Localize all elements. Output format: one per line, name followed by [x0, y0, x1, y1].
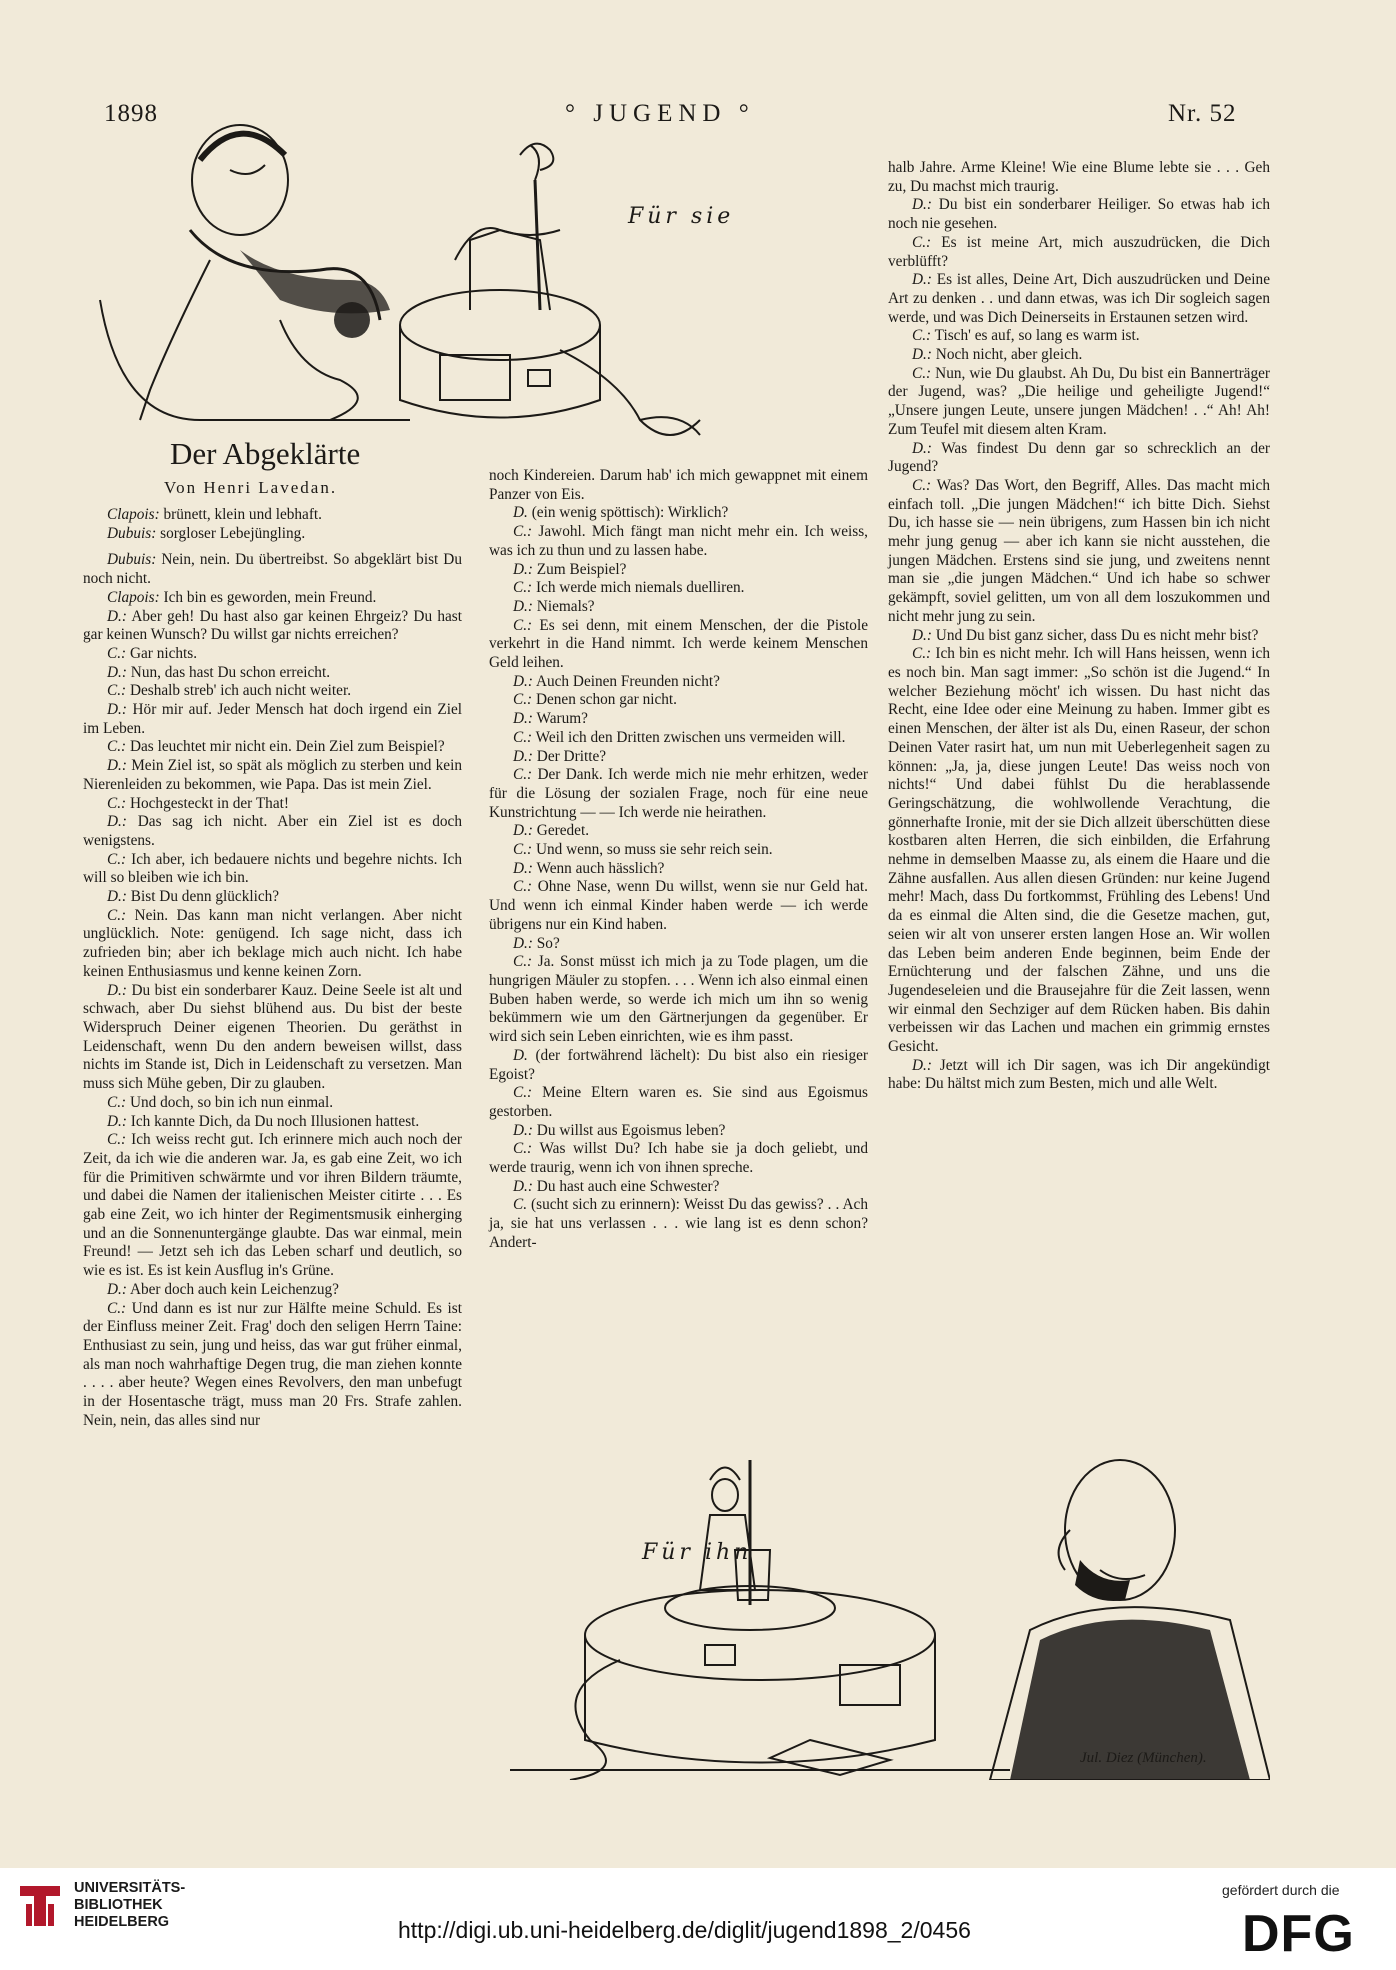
speaker-label: D.: — [107, 981, 127, 999]
dialogue-text: noch Kindereien. Darum hab' ich mich gewappnet mit einem Panzer von Eis. — [489, 467, 868, 503]
dialogue-text: Es sei denn, mit einem Menschen, der die Pistole verkehrt in die Hand nimmt. Ich werde keinem Menschen Geld leihen. — [489, 616, 868, 672]
dialogue-paragraph — [489, 860, 868, 879]
speaker-label: C. — [513, 1196, 528, 1214]
speaker-label: C.: — [107, 906, 127, 924]
dialogue-text: halb Jahre. Arme Kleine! Wie eine Blume lebte sie . . . Geh zu, Du machst mich traurig. — [888, 159, 1270, 195]
dialogue-paragraph — [83, 1300, 462, 1431]
speaker-label: C.: — [107, 1299, 127, 1317]
speaker-label: D.: — [107, 813, 127, 831]
dialogue-paragraph — [489, 822, 868, 841]
dialogue-text: Du bist ein sonderbarer Heiliger. So etwas hab ich noch nie gesehen. — [888, 196, 1270, 233]
dialogue-text: Und dann es ist nur zur Hälfte meine Schuld. Es ist der Einfluss meiner Zeit. Frag' doch den seligen Herrn Taine: Enthusiast zu sein, jung und heiss, das war gut früher einmal, als man noch wahrhaftige Degen trug, die man ziehen konnte . . . . aber heute? Wegen eines Revolvers, den man unbefugt in der Hosentasche trägt, muss man 20 Frs. Strafe zahlen. Nein, nein, das alles sind nur — [83, 1299, 462, 1429]
speaker-label: C.: — [513, 766, 533, 784]
dialogue-text: Jawohl. Mich fängt man nicht mehr ein. Ich weiss, was ich zu thun und zu lassen habe. — [489, 523, 868, 559]
speaker-label: C.: — [107, 850, 127, 868]
illustration-for-him — [510, 1440, 1270, 1780]
speaker-label: D.: — [912, 271, 932, 289]
dialogue-paragraph — [489, 729, 868, 748]
header-title: ° JUGEND ° — [565, 100, 755, 127]
speaker-label: D.: — [513, 597, 533, 615]
dialogue-paragraph — [888, 365, 1270, 440]
caption-for-her: Für sie — [628, 204, 735, 229]
dialogue-paragraph — [83, 851, 462, 888]
dialogue-text: Gar nichts. — [126, 644, 198, 662]
dialogue-text: Was findest Du denn gar so schrecklich an der Jugend? — [888, 439, 1270, 476]
dialogue-body-3 — [888, 159, 1270, 1094]
speaker-label: D.: — [912, 196, 932, 214]
speaker-label: D.: — [107, 1280, 127, 1298]
speaker-label: D.: — [912, 626, 932, 644]
dialogue-paragraph — [83, 757, 462, 794]
dialogue-paragraph — [83, 1281, 462, 1300]
dialogue-paragraph — [83, 664, 462, 683]
speaker-label: D.: — [513, 560, 533, 578]
dialogue-paragraph — [83, 813, 462, 850]
speaker-label: C.: — [107, 794, 127, 812]
dialogue-text: Nun, wie Du glaubst. Ah Du, Du bist ein Bannerträger der Jugend, was? „Die heilige und geheiligte Jugend!“ „Unsere jungen Leute, unsere jungen Mädchen! . .“ Ah! Ah! Zum Teufel mit diesem alten Kram. — [888, 364, 1270, 438]
speaker-label: C.: — [107, 644, 127, 662]
dialogue-paragraph — [888, 346, 1270, 365]
text-column-3 — [888, 159, 1270, 1094]
speaker-label: C.: — [513, 616, 533, 634]
dialogue-text: Mein Ziel ist, so spät als möglich zu sterben und kein Nierenleiden zu bekommen, wie Papa. Das ist mein Ziel. — [83, 757, 462, 793]
story-author: Von Henri Lavedan. — [164, 478, 338, 497]
speaker-label: C.: — [513, 878, 533, 896]
dialogue-text: Nein, nein. Du übertreibst. So abgeklärt bist Du noch nicht. — [83, 551, 462, 588]
speaker-label: C.: — [912, 476, 932, 494]
speaker-label: D.: — [107, 701, 127, 719]
dialogue-paragraph — [489, 691, 868, 710]
dialogue-text: Was willst Du? Ich habe sie ja doch geliebt, und werde traurig, wenn ich von ihnen spreche. — [489, 1140, 868, 1177]
dialogue-text: Ohne Nase, wenn Du willst, wenn sie nur Geld hat. Und wenn ich einmal Kinder haben werde — ich werde übrigens nur ein Kind haben. — [489, 878, 868, 933]
dfg-logo: DFG — [1242, 1905, 1355, 1963]
dialogue-paragraph — [888, 627, 1270, 646]
dialogue-text: Noch nicht, aber gleich. — [931, 346, 1083, 364]
dialogue-paragraph — [489, 673, 868, 692]
speaker-label: C.: — [107, 1131, 127, 1149]
dialogue-text: Das leuchtet mir nicht ein. Dein Ziel zum Beispiel? — [126, 738, 445, 756]
dialogue-text: Denen schon gar nicht. — [532, 691, 677, 709]
university-library-logo-icon — [16, 1882, 64, 1930]
dialogue-paragraph — [888, 327, 1270, 346]
speaker-label: D.: — [107, 888, 127, 906]
speaker-label: Clapois: — [107, 588, 160, 606]
speaker-label: C.: — [513, 953, 533, 971]
speaker-label: C.: — [513, 523, 533, 541]
dialogue-paragraph — [489, 467, 868, 504]
dialogue-paragraph — [489, 617, 868, 673]
dialogue-paragraph — [83, 982, 462, 1094]
dialogue-paragraph — [489, 748, 868, 767]
speaker-label: D.: — [513, 859, 533, 877]
dialogue-paragraph — [83, 1113, 462, 1132]
speaker-label: C.: — [513, 691, 533, 709]
speaker-label: C.: — [912, 327, 932, 345]
speaker-label: C.: — [107, 1093, 127, 1111]
dialogue-paragraph — [489, 523, 868, 560]
dialogue-text: (sucht sich zu erinnern): Weisst Du das gewiss? . . Ach ja, sie hat uns verlassen . . . wie lang ist es denn schon? Andert- — [489, 1196, 868, 1251]
cast-line: Dubuis: sorgloser Lebejüngling. — [107, 524, 306, 542]
dialogue-text: Geredet. — [532, 822, 590, 840]
dialogue-text: Niemals? — [532, 597, 595, 615]
speaker-label: D. — [513, 504, 528, 522]
dialogue-body-2 — [489, 467, 868, 1253]
dialogue-paragraph — [489, 766, 868, 822]
dialogue-text: Hör mir auf. Jeder Mensch hat doch irgend ein Ziel im Leben. — [83, 701, 462, 737]
dialogue-text: Du bist ein sonderbarer Kauz. Deine Seele ist alt und schwach, aber Du siehst blühend aus. Du bist der beste Widerspruch Deiner eigenen Theorien. Du geräthst in Leidenschaft, wenn Du den andern beweisen willst, dass nichts im Stande ist, Dich in Leidenschaft zu versetzen. Man muss sich Mühe geben, Dir zu glauben. — [83, 981, 462, 1093]
dialogue-paragraph — [489, 504, 868, 523]
dialogue-paragraph — [888, 196, 1270, 233]
header-issue: Nr. 52 — [1168, 100, 1237, 127]
dialogue-text: Und Du bist ganz sicher, dass Du es nicht mehr bist? — [931, 626, 1259, 644]
speaker-label: D.: — [912, 1056, 932, 1074]
dialogue-text: Warum? — [532, 710, 588, 728]
dialogue-paragraph — [83, 738, 462, 757]
dialogue-text: Bist Du denn glücklich? — [126, 888, 280, 906]
dialogue-body-1 — [83, 551, 462, 1430]
dialogue-text: Ich kannte Dich, da Du noch Illusionen hattest. — [126, 1112, 420, 1130]
dialogue-paragraph — [83, 589, 462, 608]
dialogue-paragraph — [888, 1057, 1270, 1094]
dialogue-paragraph — [489, 710, 868, 729]
speaker-label: D.: — [513, 1177, 533, 1195]
speaker-label: C.: — [912, 645, 932, 663]
dialogue-paragraph — [489, 1047, 868, 1084]
dialogue-text: Ich aber, ich bedauere nichts und begehre nichts. Ich will so bleiben wie ich bin. — [83, 850, 462, 887]
speaker-label: C.: — [513, 728, 533, 746]
dialogue-text: Ich bin es geworden, mein Freund. — [159, 588, 377, 606]
dialogue-text: Ich weiss recht gut. Ich erinnere mich auch noch der Zeit, da ich wie die anderen war. Ja, es gab eine Zeit, wo ich für die Primitiven schwärmte und vor ihren Bildern träumte, und dabei die Namen der italienischen Meister citirte . . . Es gab eine Zeit, wo ich hinter der Regimentsmusik einherging und an die Sonnenuntergänge glaubte. Das war einmal, mein Freund! — Jetzt seh ich das Leben scharf und deutlich, so wie es ist. Es ist kein Ausflug in's Grüne. — [83, 1131, 462, 1280]
caption-for-him: Für ihn — [642, 1540, 753, 1565]
speaker-label: C.: — [513, 1084, 533, 1102]
dialogue-paragraph — [489, 1084, 868, 1121]
dialogue-paragraph — [489, 878, 868, 934]
dialogue-text: Ja. Sonst müsst ich mich ja zu Tode plagen, um die hungrigen Mäuler zu stopfen. . . . Wenn ich also einmal einen Buben haben werde, so werde ich mich um ihn so wenig bekümmern wie um den Gärtnerjungen da gegenüber. Er wird sich sein Leben einrichten, wie es ihm passt. — [489, 953, 868, 1046]
dialogue-paragraph — [489, 561, 868, 580]
speaker-label: C.: — [513, 579, 533, 597]
speaker-label: D.: — [912, 439, 932, 457]
speaker-label: C.: — [107, 738, 127, 756]
source-url-link[interactable]: http://digi.ub.uni-heidelberg.de/diglit/jugend1898_2/0456 — [398, 1917, 971, 1943]
dialogue-paragraph — [489, 953, 868, 1047]
university-library-name: UNIVERSITÄTS- BIBLIOTHEK HEIDELBERG — [74, 1880, 186, 1930]
dialogue-text: Du willst aus Egoismus leben? — [532, 1121, 726, 1139]
dialogue-text: Nun, das hast Du schon erreicht. — [126, 663, 331, 681]
speaker-label: C.: — [912, 364, 932, 382]
illustration-for-her — [80, 120, 860, 440]
dialogue-text: Aber geh! Du hast also gar keinen Ehrgeiz? Du hast gar keinen Wunsch? Du willst gar nichts erreichen? — [83, 607, 462, 644]
dialogue-paragraph — [489, 598, 868, 617]
text-column-2 — [489, 467, 868, 1253]
dialogue-text: So? — [532, 934, 560, 952]
dialogue-paragraph — [888, 477, 1270, 627]
speaker-label: D.: — [513, 934, 533, 952]
dialogue-text: Jetzt will ich Dir sagen, was ich Dir angekündigt habe: Du hältst mich zum Besten, mich und alle Welt. — [888, 1056, 1270, 1093]
dialogue-text: Und wenn, so muss sie sehr reich sein. — [532, 841, 773, 859]
header-year: 1898 — [104, 100, 158, 127]
dialogue-text: Ich werde mich niemals duelliren. — [532, 579, 745, 597]
speaker-label: D.: — [513, 710, 533, 728]
speaker-label: C.: — [107, 682, 127, 700]
dialogue-paragraph — [888, 234, 1270, 271]
dialogue-text: Ich bin es nicht mehr. Ich will Hans heissen, wenn ich es noch bin. Man sagt immer: „So schön ist die Jugend.“ In welcher Beziehung möcht' ich wissen. Du hast nicht das Recht, eine Idee oder eine Meinung zu haben. Immer gibt es einen Menschen, der älter ist als Du, einen Raseur, der schon Deinen Vater rasirt hat, um nun mit Ueberlegenheit sagen zu können: „Ja, ja, diese jungen Leute! Das weiss noch von nichts!“ Und dabei fühlst Du die herablassende Geringschätzung, die wohlwollende Verachtung, die gönnerhafte Ironie, mit der sie Dich allzeit überschütten diese kostbaren alten Herren, die sich einbilden, die Erfahrung nehme in demselben Maasse zu, als einem die Haare und die Zähne ausfallen. Aus allen diesen Gründen: nur keine Jugend mehr! Mach, dass Du fortkommst, Frühling des Lebens! Und da es einmal die Alten sind, die die Gesetze machen, gut, seien wir alt von unserer ersten langen Hose an. Wir wollen das Leben beim anderen Ende beginnen, beim Ende der Ernüchterung und der falschen Zähne, und uns die Jugendeseleien und die Brausejahre für die Zeit lassen, wenn wir einmal den Sechziger auf dem Rücken haben. Bis dahin verbeissen wir das Lachen und machen ein grimmig ernstes Gesicht. — [888, 645, 1270, 1056]
dialogue-text: Es ist alles, Deine Art, Dich auszudrücken und Deine Art zu denken . . und dann etwas, was ich Dir sogleich sagen werde, und was Dich Deinerseits in Erstaunen setzen wird. — [888, 271, 1270, 326]
dialogue-text: Es ist meine Art, mich auszudrücken, die Dich verblüfft? — [888, 233, 1270, 270]
dialogue-paragraph — [83, 1094, 462, 1113]
dialogue-text: Deshalb streb' ich auch nicht weiter. — [126, 682, 352, 700]
dialogue-paragraph — [83, 1131, 462, 1281]
speaker-label: D.: — [912, 346, 932, 364]
dialogue-text: Auch Deinen Freunden nicht? — [532, 672, 720, 690]
dialogue-paragraph — [489, 1122, 868, 1141]
dialogue-paragraph — [888, 440, 1270, 477]
dialogue-paragraph — [489, 1178, 868, 1197]
dialogue-paragraph — [489, 579, 868, 598]
speaker-label: D. — [513, 1046, 528, 1064]
dialogue-text: Zum Beispiel? — [532, 560, 627, 578]
dialogue-paragraph — [83, 888, 462, 907]
dialogue-text: Meine Eltern waren es. Sie sind aus Egoismus gestorben. — [489, 1084, 868, 1120]
speaker-label: D.: — [513, 672, 533, 690]
dialogue-paragraph — [489, 1140, 868, 1177]
dialogue-text: Das sag ich nicht. Aber ein Ziel ist es doch wenigstens. — [83, 813, 462, 849]
dialogue-text: Wenn auch hässlich? — [532, 859, 665, 877]
dialogue-paragraph — [83, 907, 462, 982]
dialogue-paragraph — [489, 841, 868, 860]
speaker-label: D.: — [513, 747, 533, 765]
dialogue-text: (der fortwährend lächelt): Du bist also ein riesiger Egoist? — [489, 1046, 868, 1083]
dialogue-text: Tisch' es auf, so lang es warm ist. — [931, 327, 1140, 345]
illustrator-credit: Jul. Diez (München). — [1080, 1750, 1207, 1766]
dialogue-text: Aber doch auch kein Leichenzug? — [126, 1280, 339, 1298]
text-column-1 — [83, 506, 462, 1430]
story-title: Der Abgeklärte — [170, 436, 361, 471]
dialogue-paragraph — [489, 1196, 868, 1252]
dialogue-text: (ein wenig spöttisch): Wirklich? — [527, 504, 729, 522]
dialogue-text: Was? Das Wort, den Begriff, Alles. Das macht mich einfach toll. „Die jungen Mädchen!“ ich bitte Dich. Siehst Du, ich hasse sie — nein übrigens, zum Hassen bin ich nicht mehr jung genug — aber ich kann sie nicht ausstehen, die jungen Mädchen. Erstens sind sie jung, und zweitens nennt man sie „die jungen Mädchen.“ Und ich habe so schwer gekämpft, soviel gelitten, um von all dem loszukommen und nicht mehr jung zu sein. — [888, 476, 1270, 625]
dialogue-text: Nein. Das kann man nicht verlangen. Aber nicht unglücklich. Note: genügend. Ich sage nicht, dass ich zufrieden bin; aber ich beklage mich auch nicht. Ich habe keinen Enthusiasmus und kenne keinen Zorn. — [83, 906, 462, 980]
dialogue-paragraph — [489, 935, 868, 954]
dialogue-paragraph — [83, 645, 462, 664]
dialogue-paragraph — [83, 795, 462, 814]
speaker-label: D.: — [107, 663, 127, 681]
funded-by-text: gefördert durch die — [1222, 1882, 1340, 1898]
dialogue-paragraph — [83, 551, 462, 588]
dialogue-paragraph — [83, 701, 462, 738]
speaker-label: C.: — [513, 841, 533, 859]
dialogue-text: Hochgesteckt in der That! — [126, 794, 289, 812]
speaker-label: D.: — [107, 1112, 127, 1130]
dialogue-text: Der Dritte? — [532, 747, 607, 765]
speaker-label: D.: — [513, 822, 533, 840]
speaker-label: D.: — [107, 757, 127, 775]
speaker-label: C.: — [513, 1140, 533, 1158]
dialogue-text: Du hast auch eine Schwester? — [532, 1177, 720, 1195]
speaker-label: Dubuis: — [107, 551, 157, 569]
speaker-label: D.: — [107, 607, 127, 625]
dialogue-paragraph — [888, 159, 1270, 196]
speaker-label: C.: — [912, 233, 932, 251]
dialogue-text: Der Dank. Ich werde mich nie mehr erhitzen, weder für die Lösung der sozialen Frage, noch für eine neue Kunstrichtung — — Ich werde nie heirathen. — [489, 766, 868, 821]
dialogue-paragraph — [83, 608, 462, 645]
dialogue-text: Weil ich den Dritten zwischen uns vermeiden will. — [532, 728, 846, 746]
dialogue-text: Und doch, so bin ich nun einmal. — [126, 1093, 334, 1111]
cast-line: Clapois: brünett, klein und lebhaft. — [107, 506, 322, 523]
speaker-label: D.: — [513, 1121, 533, 1139]
dialogue-paragraph — [888, 645, 1270, 1056]
dialogue-paragraph — [888, 271, 1270, 327]
dialogue-paragraph — [83, 682, 462, 701]
